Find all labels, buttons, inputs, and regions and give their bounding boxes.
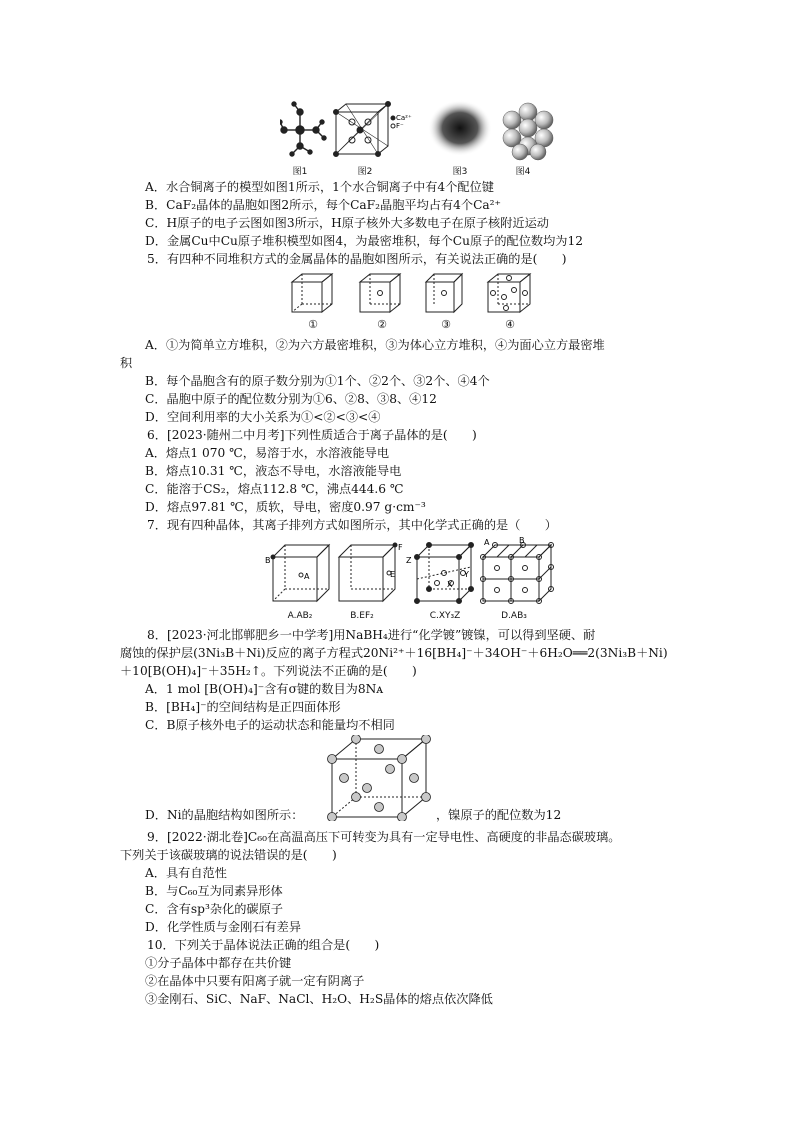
fig3-electron-cloud: [428, 100, 492, 156]
q5-option-c: C．晶胞中原子的配位数分别为①6、②8、③8、④12: [145, 392, 437, 406]
q7-cell-b: [339, 543, 397, 601]
q5-cell-1: [292, 274, 332, 312]
q4-option-d: D．金属Cu中Cu原子堆积模型如图4，为最密堆积，每个Cu原子的配位数均为12: [145, 234, 583, 248]
q8-stem-line1: 8．[2023·河北邯郸肥乡一中学考]用NaBH₄进行“化学镀”镀镍，可以得到坚硬、耐: [147, 628, 596, 642]
fig2-legend-ca: Ca²⁺: [396, 114, 412, 122]
q6-stem: 6．[2023·随州二中月考]下列性质适合于离子晶体的是( ): [147, 428, 477, 442]
q7-label-x: X: [447, 580, 453, 589]
q7-caption-b: B.EF₂: [350, 611, 374, 621]
q10-item-2: ②在晶体中只要有阳离子就一定有阴离子: [145, 974, 365, 988]
q9-option-b: B．与C₆₀互为同素异形体: [145, 884, 283, 898]
fig2-legend-f: F⁻: [396, 122, 404, 130]
q8-stem-line2: 腐蚀的保护层(3Ni₃B＋Ni)反应的离子方程式20Ni²⁺＋16[BH₄]⁻＋34OH⁻＋6H₂O══2(3Ni₃B＋Ni): [120, 646, 668, 660]
q4-option-a: A．水合铜离子的模型如图1所示，1个水合铜离子中有4个配位键: [145, 180, 494, 194]
q9-stem-line2: 下列关于该碳玻璃的说法错误的是( ): [120, 848, 337, 862]
q6-option-c: C．能溶于CS₂，熔点112.8 ℃，沸点444.6 ℃: [145, 482, 404, 496]
q7-label-d-a: A: [484, 538, 490, 547]
fig1-hydrated-copper-model: [280, 102, 326, 156]
q5-option-b: B．每个晶胞含有的原子数分别为①1个、②2个、③2个、④4个: [145, 374, 490, 388]
q5-option-a-cont: 积: [120, 356, 133, 370]
fig1-caption: 图1: [292, 167, 308, 177]
fig3-caption: 图3: [452, 167, 468, 177]
q8-ni-unit-cell: [326, 735, 434, 821]
q5-caption-1: ①: [308, 318, 318, 331]
q7-label-y: Y: [464, 570, 469, 579]
fig2-caf2-cell: [334, 102, 396, 157]
q5-cell-2: [360, 274, 400, 312]
q5-caption-3: ③: [441, 318, 451, 331]
q9-option-c: C．含有sp³杂化的碳原子: [145, 902, 283, 916]
q9-option-d: D．化学性质与金刚石有差异: [145, 920, 302, 934]
q6-option-b: B．熔点10.31 ℃，液态不导电，水溶液能导电: [145, 464, 402, 478]
fig4-close-packing: [503, 103, 553, 160]
q7-caption-c: C.XY₃Z: [429, 611, 461, 621]
q5-caption-4: ④: [505, 318, 515, 331]
q5-option-d: D．空间利用率的大小关系为①<②<③<④: [145, 410, 381, 424]
q5-caption-2: ②: [377, 318, 387, 331]
q7-label-z: Z: [406, 556, 412, 565]
q10-item-1: ①分子晶体中都存在共价键: [145, 956, 292, 970]
q9-stem-line1: 9．[2022·湖北卷]C₆₀在高温高压下可转变为具有一定导电性、高硬度的非晶态碳玻璃。: [147, 830, 621, 844]
q5-cell-3: [426, 274, 462, 312]
q8-option-a: A．1 mol [B(OH)₄]⁻含有σ键的数目为8Nᴀ: [145, 682, 384, 696]
q7-label-f: F: [398, 543, 403, 552]
figure-row-top: [280, 98, 570, 174]
q7-stem: 7．现有四种晶体，其离子排列方式如图所示，其中化学式正确的是（ ）: [147, 518, 557, 532]
q5-option-a: A．①为简单立方堆积，②为六方最密堆积，③为体心立方堆积，④为面心立方最密堆: [145, 338, 605, 352]
q6-option-d: D．熔点97.81 ℃，质软，导电，密度0.97 g·cm⁻³: [145, 500, 426, 514]
q5-unit-cells-figure: [288, 270, 542, 320]
q7-cell-a: [271, 545, 329, 601]
fig2-caption: 图2: [357, 167, 373, 177]
q4-option-b: B．CaF₂晶体的晶胞如图2所示，每个CaF₂晶胞平均占有4个Ca²⁺: [145, 198, 501, 212]
q9-option-a: A．具有自范性: [145, 866, 227, 880]
q5-stem: 5．有四种不同堆积方式的金属晶体的晶胞如图所示，有关说法正确的是( ): [147, 252, 567, 266]
q7-caption-a: A.AB₂: [287, 611, 313, 621]
q5-cell-4: [488, 274, 530, 312]
q8-stem-line3: ＋10[B(OH)₄]⁻＋35H₂↑。下列说法不正确的是( ): [120, 664, 417, 678]
q8-option-b: B．[BH₄]⁻的空间结构是正四面体形: [145, 700, 341, 714]
q7-caption-d: D.AB₃: [501, 611, 527, 621]
q7-label-e: E: [390, 570, 396, 579]
q10-item-3: ③金刚石、SiC、NaF、NaCl、H₂O、H₂S晶体的熔点依次降低: [145, 992, 493, 1006]
fig4-caption: 图4: [515, 167, 531, 177]
q8-option-d-left: D．Ni的晶胞结构如图所示：: [145, 808, 304, 822]
q8-option-c: C．B原子核外电子的运动状态和能量均不相同: [145, 718, 395, 732]
q7-cell-d: [481, 543, 554, 604]
q8-option-d-right: ，镍原子的配位数为12: [436, 808, 562, 822]
q7-crystal-figures: [265, 537, 555, 611]
q10-stem: 10．下列关于晶体说法正确的组合是( ): [147, 938, 380, 952]
q7-label-b: B: [265, 556, 271, 565]
q4-option-c: C．H原子的电子云图如图3所示，H原子核外大多数电子在原子核附近运动: [145, 216, 549, 230]
q7-label-a: A: [304, 572, 310, 581]
q6-option-a: A．熔点1 070 ℃，易溶于水，水溶液能导电: [145, 446, 390, 460]
q7-label-d-b: B: [519, 537, 525, 545]
